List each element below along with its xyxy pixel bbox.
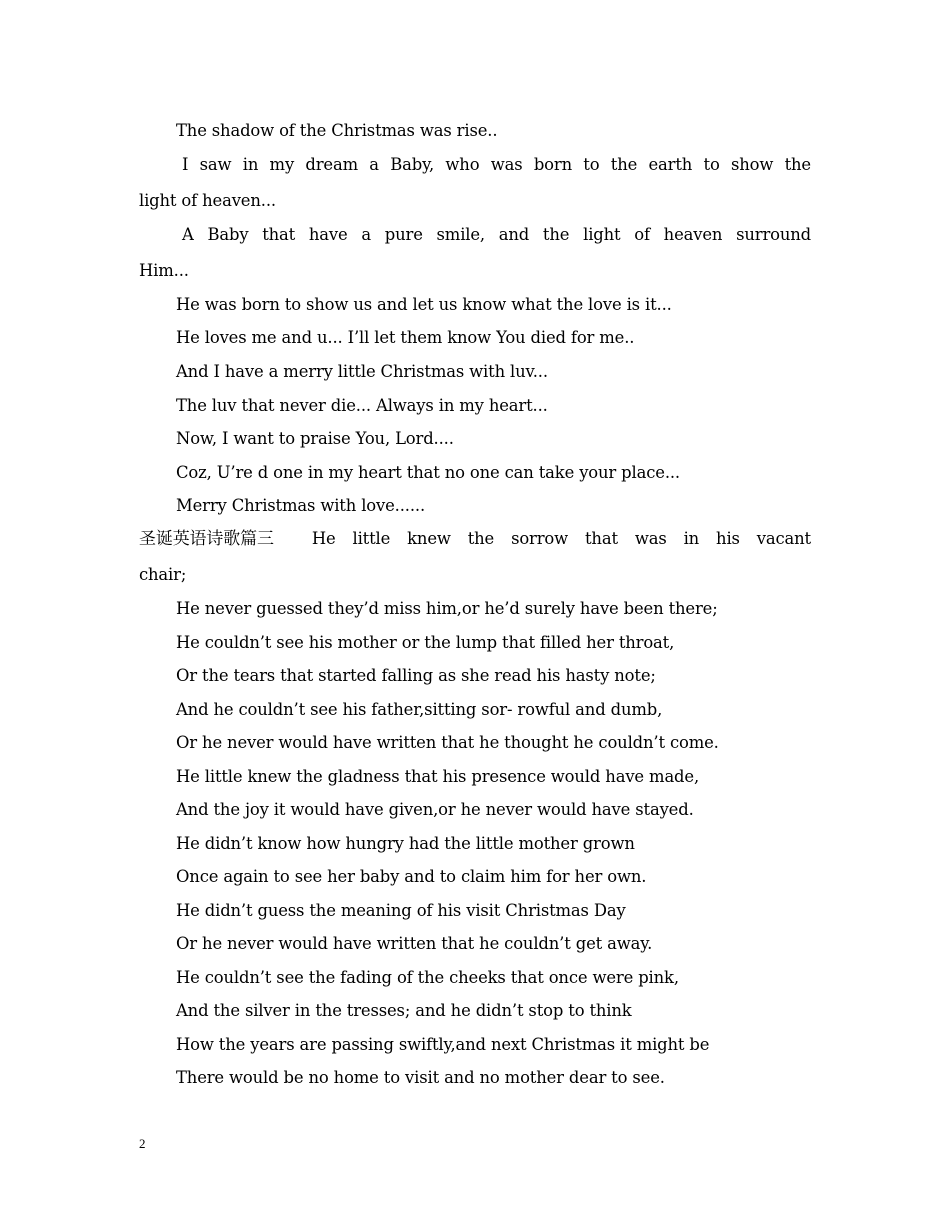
text-line: The luv that never die... Always in my heart... — [176, 396, 548, 415]
text-line: He couldn’t see his mother or the lump that filled her throat, — [176, 633, 675, 652]
text-line: Or the tears that started falling as she read his hasty note; — [176, 666, 656, 685]
text-line: Or he never would have written that he thought he couldn’t come. — [176, 733, 719, 752]
text-line: And he couldn’t see his father,sitting sor- rowful and dumb, — [176, 700, 663, 719]
text-line: He didn’t know how hungry had the little mother grown — [176, 834, 635, 853]
text-line: He didn’t guess the meaning of his visit Christmas Day — [176, 901, 626, 920]
text-line: Merry Christmas with love...... — [176, 496, 426, 515]
text-line: How the years are passing swiftly,and next Christmas it might be — [176, 1035, 710, 1054]
text-line: The shadow of the Christmas was rise.. — [176, 121, 498, 140]
text-line: Or he never would have written that he couldn’t get away. — [176, 934, 653, 953]
text-line: Him... — [139, 261, 189, 280]
text-line: light of heaven... — [139, 191, 276, 210]
text-line: Coz, U’re d one in my heart that no one can take your place... — [176, 463, 680, 482]
section-heading-line — [139, 529, 811, 549]
text-line: He little knew the sorrow that was in his vacant — [311, 529, 811, 548]
text-line: Once again to see her baby and to claim him for her own. — [176, 867, 647, 886]
text-line: And the joy it would have given,or he never would have stayed. — [176, 800, 694, 819]
text-line: He loves me and u... I’ll let them know You died for me.. — [176, 328, 635, 347]
text-line: He was born to show us and let us know what the love is it... — [176, 295, 672, 314]
text-line: He little knew the gladness that his presence would have made, — [176, 767, 700, 786]
text-line: He never guessed they’d miss him,or he’d surely have been there; — [176, 599, 718, 618]
text-line: chair; — [139, 565, 187, 584]
text-line: I saw in my dream a Baby, who was born to the earth to show the — [182, 155, 811, 174]
section-heading: 圣诞英语诗歌篇三 — [139, 529, 274, 549]
text-line: A Baby that have a pure smile, and the light of heaven surround — [182, 225, 811, 244]
text-line: And the silver in the tresses; and he didn’t stop to think — [176, 1001, 632, 1020]
text-line: There would be no home to visit and no mother dear to see. — [176, 1068, 665, 1087]
text-line: Now, I want to praise You, Lord.... — [176, 429, 454, 448]
page-number: 2 — [139, 1136, 146, 1151]
text-line: He couldn’t see the fading of the cheeks that once were pink, — [176, 968, 679, 987]
text-line: And I have a merry little Christmas with luv... — [176, 362, 548, 381]
